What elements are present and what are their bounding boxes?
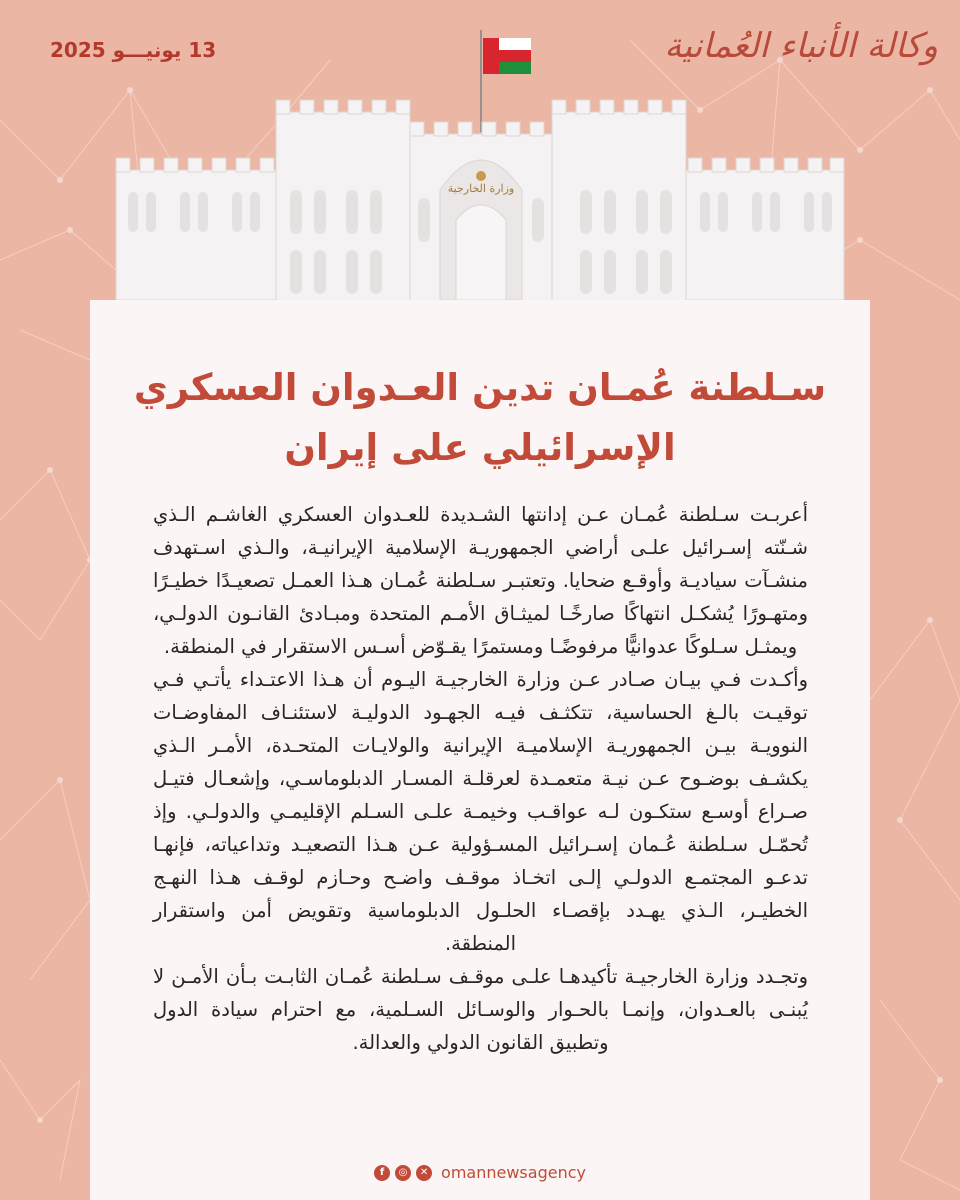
article-body [153,498,808,1059]
facebook-icon[interactable]: f [374,1165,390,1181]
article-title-line-2: الإسرائيلي على إيران [284,426,676,469]
social-handle[interactable]: omannewsagency [441,1163,586,1182]
social-footer [90,1163,870,1182]
x-icon[interactable]: ✕ [416,1165,432,1181]
ministry-building-illustration [0,0,960,310]
agency-logo: وكالة الأنباء العُمانية [664,26,938,66]
article-title-line-1: سـلطنة عُمـان تدين العـدوان العسكري [133,366,827,409]
oman-flag [481,30,531,132]
article-paragraph-2: وأكـدت فـي بيـان صـادر عـن وزارة الخارجيـة اليـوم أن هـذا الاعتـداء يأتـي فـي توقيـت بالـغ الحساسية، تتكثـف فيـه الجهـود الدوليـة لاستئنـاف المفاوضـات النوويـة بيـن الجمهوريـة الإسلاميـة الإيرانية والولايـات المتحـدة، الأمـر الـذي يكشـف بوضـوح عـن نيـة متعمـدة لعرقلـة المسـار الدبلوماسـي، وإشعـال فتيـل صـراع أوسـع ستكـون لـه عواقـب وخيمـة علـى السـلم الإقليمـي والدولـي. وإذ تُحمّـل سـلطنة عُـمان إسـرائيل المسـؤولية عـن هـذا التصعيـد وتداعياته، فإنهـا تدعـو المجتمـع الدولـي إلـى اتخـاذ موقـف واضـح وحـازم لوقـف هـذا النهـج الخطيـر، الـذي يهـدد بإقصـاء الحلـول الدبلوماسية وتقويض أمن واستقرار المنطقة. [153,668,808,955]
article-title [90,358,870,478]
ministry-sign: وزارة الخارجية [447,182,515,195]
instagram-icon[interactable]: ◎ [395,1165,411,1181]
publish-date: 13 يونيـــو 2025 [50,38,217,62]
article-paragraph-3: وتجـدد وزارة الخارجيـة تأكيدهـا علـى موقـف سـلطنة عُمـان الثابـت بـأن الأمـن لا يُبنـى بالعـدوان، وإنمـا بالحـوار والوسـائل السـلمية، مع احترام سيادة الدول وتطبيق القانون الدولي والعدالة. [153,965,808,1054]
statement-card [90,300,870,1200]
article-paragraph-1: أعربـت سـلطنة عُمـان عـن إدانتها الشـديدة للعـدوان العسكري الغاشـم الـذي شـنّته إسـرائيل علـى أراضي الجمهوريـة الإسلامية الإيرانيـة، والـذي اسـتهدف منشـآت سياديـة وأوقـع ضحايا. وتعتبـر سـلطنة عُمـان هـذا العمـل تصعيـدًا خطيـرًا ومتهـورًا يُشكـل انتهاكًا صارخًـا لميثـاق الأمـم المتحدة ومبـادئ القانـون الدولـي، ويمثـل سـلوكًا عدوانيًّا مرفوضًـا ومستمرًا يقـوّض أسـس الاستقرار في المنطقة. [153,503,808,658]
